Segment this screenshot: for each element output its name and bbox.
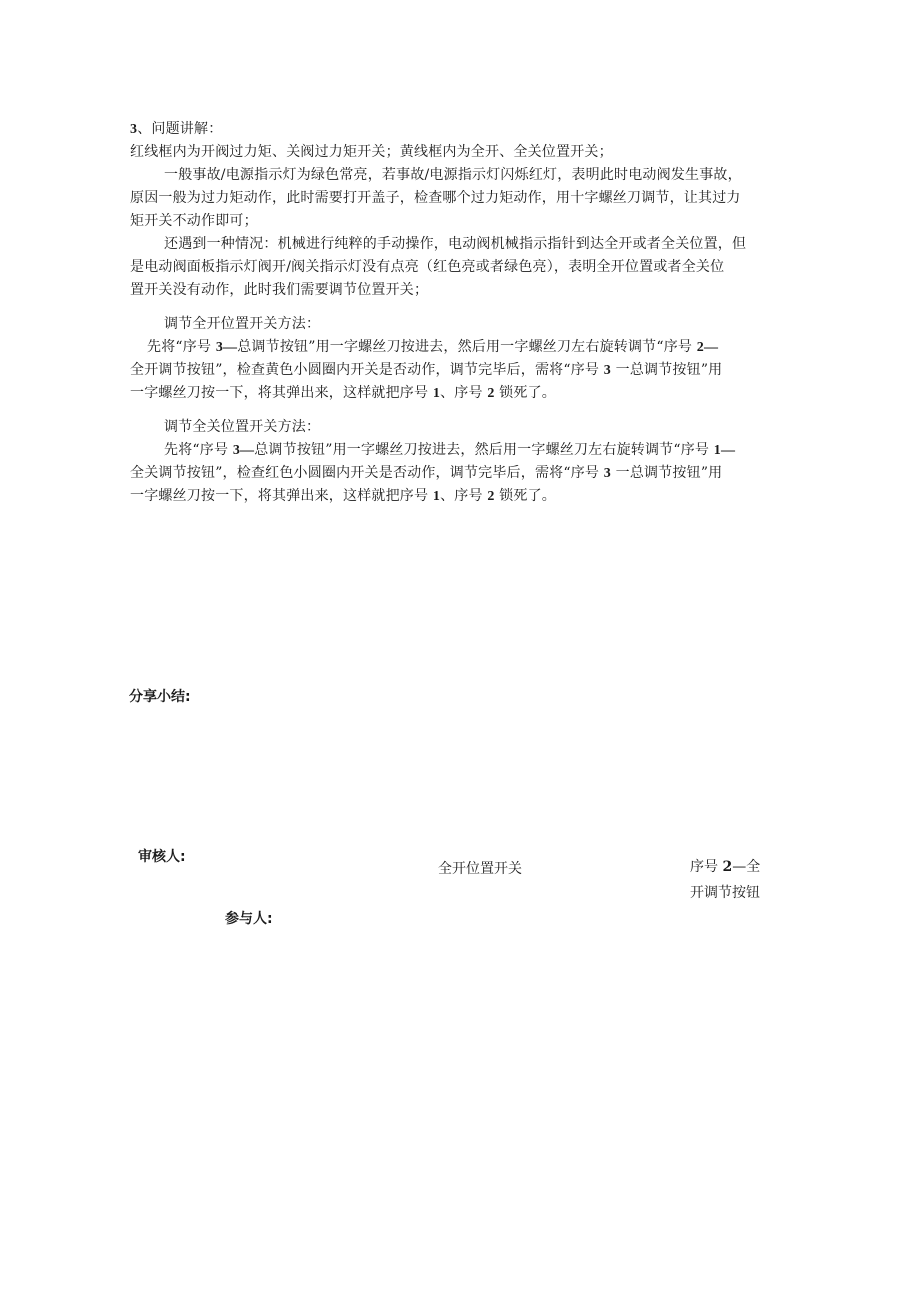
open-adjust-line-2 bbox=[130, 361, 722, 380]
paragraph-1-line-2: 原因一般为过力矩动作，此时需要打开盖子，检查哪个过力矩动作，用十字螺丝刀调节，让其过力 bbox=[130, 190, 741, 206]
text-run: 锁死了。 bbox=[494, 385, 556, 401]
number-run: 3 bbox=[603, 466, 611, 481]
text-run: 总调节按钮”用一字螺丝刀按进去，然后用一字螺丝刀左右旋转调节“序号 bbox=[254, 442, 714, 458]
text-run: 一字螺丝刀按一下，将其弹出来，这样就把序号 bbox=[130, 385, 433, 401]
frame-description: 红线框内为开阀过力矩、关阀过力矩开关；黄线框内为全开、全关位置开关； bbox=[130, 144, 613, 160]
text-run: 先将“序号 bbox=[164, 442, 233, 458]
paragraph-2-line-1: 还遇到一种情况：机械进行纯粹的手动操作，电动阀机械指示指针到达全开或者全关位置，但 bbox=[164, 236, 747, 252]
text-run: 、序号 bbox=[440, 385, 488, 401]
paragraph-1-line-1: 一般事故/电源指示灯为绿色常亮，若事故/电源指示灯闪烁红灯，表明此时电动阀发生事故， bbox=[164, 167, 742, 183]
number-run: 1 bbox=[432, 489, 441, 504]
text-run: 一总调节按钮”用 bbox=[610, 465, 723, 481]
number-run: 2 bbox=[487, 386, 495, 401]
number-run: 1— bbox=[713, 443, 736, 458]
text-run: 锁死了。 bbox=[494, 488, 556, 504]
section-number: 3 bbox=[130, 122, 138, 137]
paragraph-1-line-3: 矩开关不动作即可； bbox=[130, 213, 258, 229]
participant-label: 参与人: bbox=[225, 911, 273, 927]
seq2-label-line-1 bbox=[690, 858, 760, 876]
text-run: 全开调节按钮”，检查黄色小圆圈内开关是否动作，调节完毕后，需将“序号 bbox=[130, 362, 604, 378]
text-run: 序号 bbox=[690, 859, 723, 875]
number-run: 3 bbox=[603, 363, 611, 378]
paragraph-2-line-2: 是电动阀面板指示灯阀开/阀关指示灯没有点亮（红色亮或者绿色亮），表明全开位置或者全关位 bbox=[130, 259, 725, 275]
open-adjust-title: 调节全开位置开关方法： bbox=[164, 316, 321, 332]
text-run: —全 bbox=[732, 859, 761, 875]
number-run: 1 bbox=[432, 386, 441, 401]
number-run: 3— bbox=[215, 340, 238, 355]
close-adjust-title: 调节全关位置开关方法： bbox=[164, 419, 321, 435]
open-adjust-line-1 bbox=[147, 338, 718, 357]
open-adjust-line-3 bbox=[130, 384, 556, 403]
number-run: 3— bbox=[232, 443, 255, 458]
number-run: 2 bbox=[722, 859, 733, 875]
number-run: 2 bbox=[487, 489, 495, 504]
text-run: 先将“序号 bbox=[147, 339, 216, 355]
paragraph-2-line-3: 置开关没有动作，此时我们需要调节位置开关； bbox=[130, 282, 429, 298]
text-run: 全关调节按钮”，检查红色小圆圈内开关是否动作，调节完毕后，需将“序号 bbox=[130, 465, 604, 481]
close-adjust-line-3 bbox=[130, 487, 556, 506]
section-heading-text: 、问题讲解： bbox=[137, 121, 223, 137]
seq2-label-line-2: 开调节按钮 bbox=[690, 885, 760, 901]
text-run: 总调节按钮”用一字螺丝刀按进去，然后用一字螺丝刀左右旋转调节“序号 bbox=[237, 339, 697, 355]
summary-label: 分享小结: bbox=[129, 689, 191, 705]
section-heading bbox=[130, 120, 222, 139]
reviewer-label: 审核人: bbox=[138, 849, 186, 865]
text-run: 、序号 bbox=[440, 488, 488, 504]
close-adjust-line-2 bbox=[130, 464, 722, 483]
full-open-switch-label: 全开位置开关 bbox=[438, 861, 522, 877]
text-run: 一总调节按钮”用 bbox=[610, 362, 723, 378]
text-run: 一字螺丝刀按一下，将其弹出来，这样就把序号 bbox=[130, 488, 433, 504]
number-run: 2— bbox=[696, 340, 719, 355]
close-adjust-line-1 bbox=[164, 441, 735, 460]
